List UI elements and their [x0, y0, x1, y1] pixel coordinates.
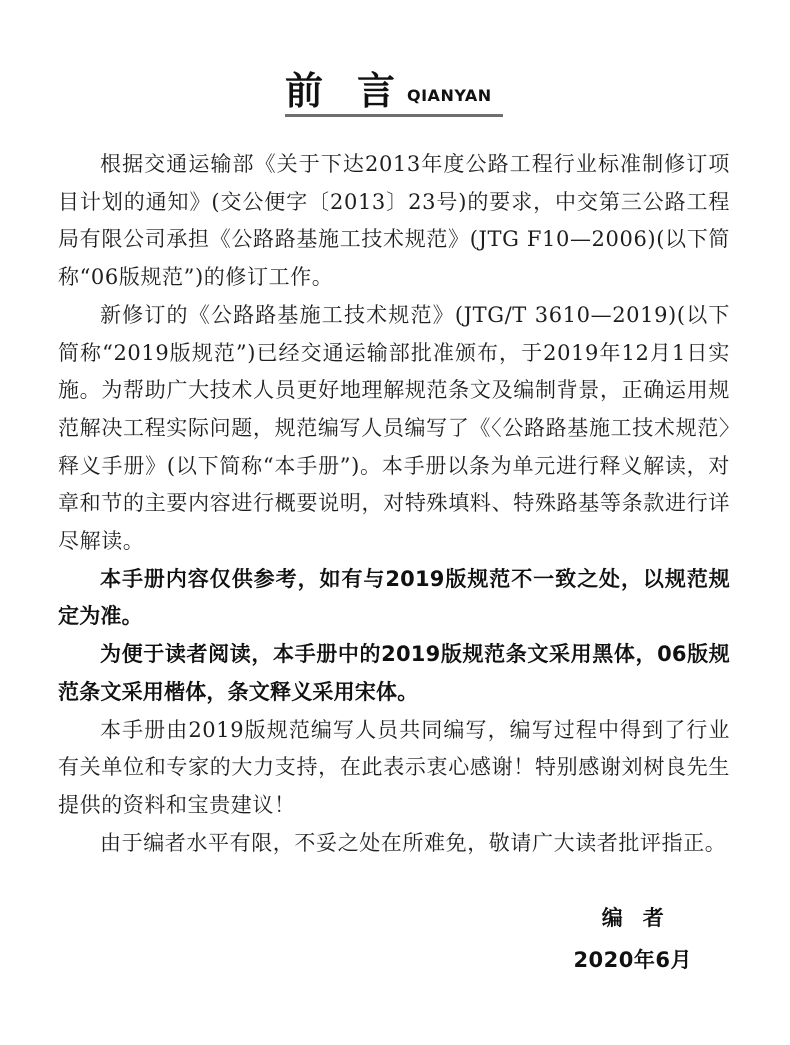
heading-title-en: QIANYAN [407, 86, 492, 105]
paragraph-3-bold: 本手册内容仅供参考，如有与2019版规范不一致之处，以规范规定为准。 [58, 566, 730, 629]
heading-title-cn: 前言 [285, 69, 430, 113]
signature-block [573, 900, 692, 980]
paragraph-2: 新修订的《公路路基施工技术规范》(JTG/T 3610—2019)(以下简称“2019版规范”)已经交通运输部批准颁布，于2019年12月1日实施。为帮助广大技术人员更好地理解规范条文及编制背景，正确运用规范解决工程实际问题，规范编写人员编写了《〈公路路基施工技术规范〉释义手册》(以下简称“本手册”)。本手册以条为单元进行释义解读，对章和节的主要内容进行概要说明，对特殊填料、特殊路基等条款进行详尽解读。 [58, 302, 730, 554]
paragraph-4-bold: 为便于读者阅读，本手册中的2019版规范条文采用黑体，06版规范条文采用楷体，条文释义采用宋体。 [58, 642, 730, 704]
preface-body [58, 146, 730, 862]
preface-heading [285, 68, 515, 120]
signature-date: 2020年6月 [573, 948, 692, 972]
heading-underline [285, 114, 503, 117]
paragraph-1: 根据交通运输部《关于下达2013年度公路工程行业标准制修订项目计划的通知》(交公便字〔2013〕23号)的要求，中交第三公路工程局有限公司承担《公路路基施工技术规范》(JTG F10—2006)(以下简称“06版规范”)的修订工作。 [58, 152, 730, 290]
paragraph-6: 由于编者水平有限，不妥之处在所难免，敬请广大读者批评指正。 [100, 830, 727, 855]
paragraph-5: 本手册由2019版规范编写人员共同编写，编写过程中得到了行业有关单位和专家的大力支持，在此表示衷心感谢！特别感谢刘树良先生提供的资料和宝贵建议！ [58, 717, 730, 817]
signature-editor: 编者 [601, 906, 684, 930]
